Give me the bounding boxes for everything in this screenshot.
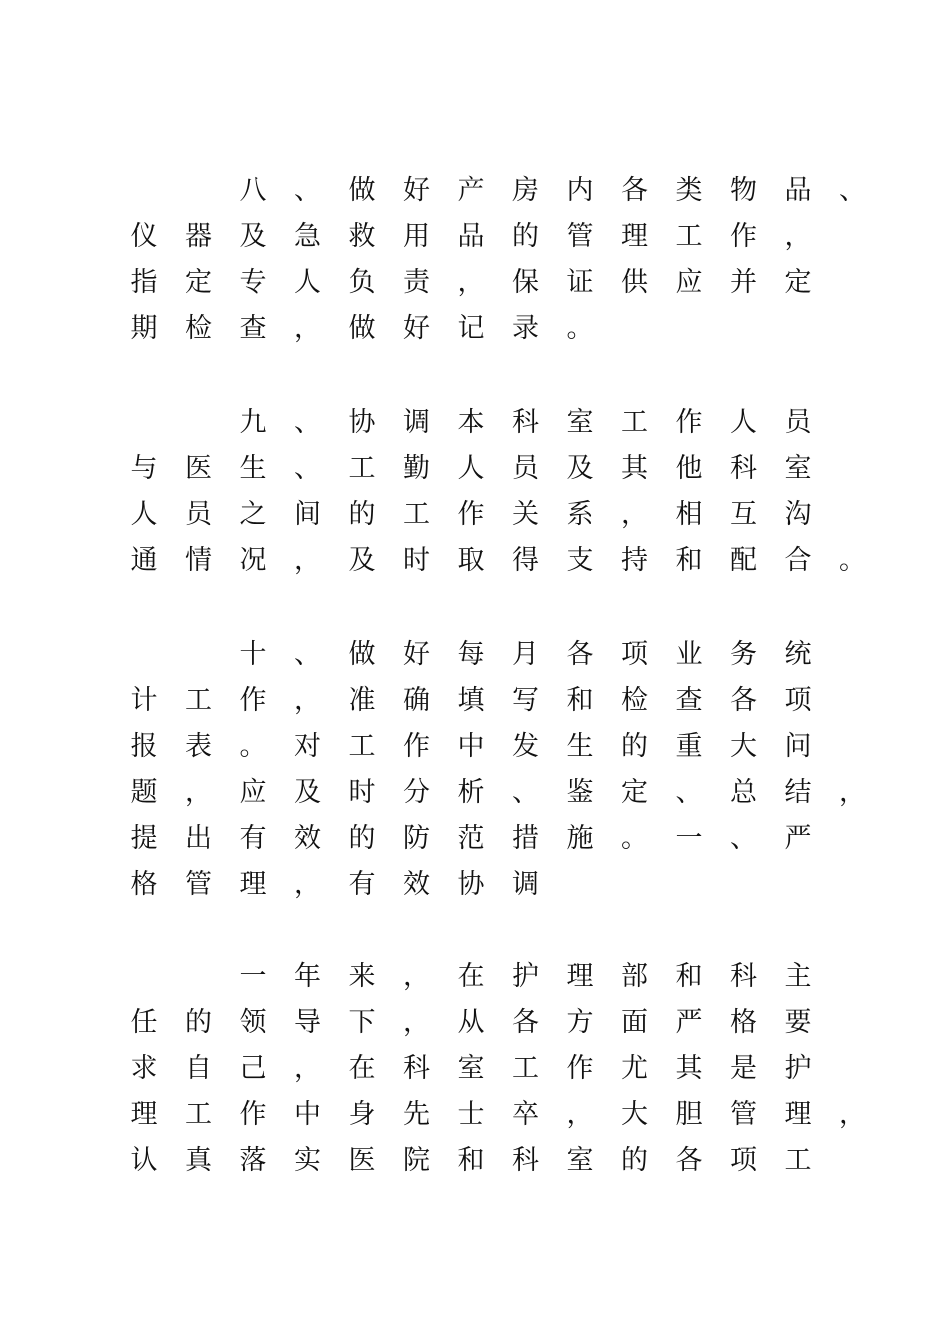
text-glyph: 中 xyxy=(457,731,485,762)
text-line xyxy=(0,632,950,678)
text-glyph: 、 xyxy=(294,175,321,206)
text-glyph: 调 xyxy=(512,869,539,900)
text-glyph: 八 xyxy=(239,175,267,206)
text-glyph: 医 xyxy=(185,453,212,484)
text-glyph: 在 xyxy=(457,961,485,992)
text-glyph: 时 xyxy=(348,777,376,808)
text-glyph: 科 xyxy=(512,1145,539,1176)
text-line xyxy=(0,724,950,770)
text-line xyxy=(0,168,950,214)
text-glyph: 科 xyxy=(730,961,757,992)
text-glyph: 效 xyxy=(294,823,321,854)
text-glyph: 下 xyxy=(348,1007,376,1038)
text-glyph: 、 xyxy=(839,175,866,206)
text-line xyxy=(0,214,950,260)
text-glyph: 院 xyxy=(403,1145,430,1176)
text-glyph: 品 xyxy=(784,175,812,206)
text-glyph: 负 xyxy=(348,267,376,298)
text-glyph: 产 xyxy=(457,175,485,206)
text-glyph: 及 xyxy=(239,221,267,252)
text-glyph: 格 xyxy=(730,1007,757,1038)
text-glyph: 十 xyxy=(239,639,267,670)
text-glyph: 员 xyxy=(185,499,212,530)
text-glyph: 和 xyxy=(566,685,594,716)
text-glyph: 管 xyxy=(730,1099,757,1130)
text-glyph: 结 xyxy=(784,777,812,808)
text-glyph: 时 xyxy=(403,545,430,576)
text-glyph: 、 xyxy=(294,407,321,438)
text-glyph: 检 xyxy=(621,685,648,716)
text-glyph: 查 xyxy=(675,685,703,716)
text-glyph: 计 xyxy=(130,685,158,716)
text-glyph: 从 xyxy=(457,1007,485,1038)
text-glyph: 士 xyxy=(457,1099,485,1130)
text-glyph: 业 xyxy=(675,639,703,670)
text-glyph: 己 xyxy=(239,1053,267,1084)
text-glyph: ， xyxy=(621,499,648,530)
text-glyph: ， xyxy=(457,267,485,298)
text-glyph: ， xyxy=(403,1007,430,1038)
text-glyph: 领 xyxy=(239,1007,267,1038)
text-glyph: 主 xyxy=(784,961,812,992)
text-glyph: 在 xyxy=(348,1053,376,1084)
text-glyph: 持 xyxy=(621,545,648,576)
text-glyph: 实 xyxy=(294,1145,321,1176)
text-glyph: 工 xyxy=(348,731,376,762)
text-line xyxy=(0,816,950,862)
text-glyph: 情 xyxy=(185,545,212,576)
text-glyph: 专 xyxy=(239,267,267,298)
text-glyph: 、 xyxy=(512,777,539,808)
text-glyph: 项 xyxy=(784,685,812,716)
text-glyph: 重 xyxy=(675,731,703,762)
text-glyph: 范 xyxy=(457,823,485,854)
text-glyph: 查 xyxy=(239,313,267,344)
text-glyph: 报 xyxy=(130,731,158,762)
text-glyph: 做 xyxy=(348,175,376,206)
text-glyph: 记 xyxy=(457,313,485,344)
text-glyph: 室 xyxy=(566,407,594,438)
text-line xyxy=(0,862,950,908)
text-glyph: 的 xyxy=(348,823,376,854)
text-glyph: 应 xyxy=(675,267,703,298)
text-glyph: 表 xyxy=(185,731,212,762)
text-glyph: 各 xyxy=(730,685,757,716)
text-glyph: 系 xyxy=(566,499,594,530)
text-glyph: 取 xyxy=(457,545,485,576)
text-line xyxy=(0,446,950,492)
text-glyph: 生 xyxy=(239,453,267,484)
text-glyph: 管 xyxy=(566,221,594,252)
text-glyph: 器 xyxy=(185,221,212,252)
text-glyph: 卒 xyxy=(512,1099,539,1130)
text-glyph: 品 xyxy=(457,221,485,252)
text-glyph: 室 xyxy=(566,1145,594,1176)
text-glyph: 况 xyxy=(239,545,267,576)
text-glyph: 和 xyxy=(457,1145,485,1176)
text-line xyxy=(0,1000,950,1046)
text-glyph: 及 xyxy=(566,453,594,484)
text-glyph: 理 xyxy=(130,1099,158,1130)
text-glyph: 及 xyxy=(294,777,321,808)
text-glyph: 其 xyxy=(621,453,648,484)
text-glyph: ， xyxy=(784,221,812,252)
text-glyph: 关 xyxy=(512,499,539,530)
text-glyph: 定 xyxy=(621,777,648,808)
text-glyph: 来 xyxy=(348,961,376,992)
text-glyph: ， xyxy=(294,545,321,576)
text-glyph: 护 xyxy=(784,1053,812,1084)
text-glyph: 类 xyxy=(675,175,703,206)
text-glyph: 中 xyxy=(294,1099,321,1130)
text-glyph: 析 xyxy=(457,777,485,808)
text-glyph: 认 xyxy=(130,1145,158,1176)
text-glyph: 作 xyxy=(403,731,430,762)
text-glyph: 是 xyxy=(730,1053,757,1084)
text-glyph: 救 xyxy=(348,221,376,252)
text-glyph: 发 xyxy=(512,731,539,762)
text-glyph: 。 xyxy=(566,313,594,344)
text-glyph: 室 xyxy=(784,453,812,484)
text-glyph: 、 xyxy=(730,823,757,854)
text-glyph: 大 xyxy=(621,1099,648,1130)
text-glyph: 工 xyxy=(348,453,376,484)
text-glyph: 各 xyxy=(621,175,648,206)
text-glyph: 其 xyxy=(675,1053,703,1084)
text-glyph: 科 xyxy=(730,453,757,484)
text-glyph: 提 xyxy=(130,823,158,854)
text-glyph: ， xyxy=(839,1099,866,1130)
text-glyph: 并 xyxy=(730,267,757,298)
text-glyph: 证 xyxy=(566,267,594,298)
text-glyph: ， xyxy=(839,777,866,808)
text-glyph: 物 xyxy=(730,175,757,206)
text-glyph: 理 xyxy=(239,869,267,900)
text-glyph: 调 xyxy=(403,407,430,438)
text-line xyxy=(0,770,950,816)
text-glyph: 通 xyxy=(130,545,158,576)
text-glyph: 做 xyxy=(348,313,376,344)
text-glyph: 内 xyxy=(566,175,594,206)
text-glyph: 作 xyxy=(675,407,703,438)
text-line xyxy=(0,538,950,584)
text-glyph: 一 xyxy=(239,961,267,992)
text-glyph: ， xyxy=(185,777,212,808)
text-glyph: 理 xyxy=(621,221,648,252)
text-glyph: 、 xyxy=(675,777,703,808)
text-glyph: 的 xyxy=(348,499,376,530)
text-glyph: 工 xyxy=(784,1145,812,1176)
text-glyph: 支 xyxy=(566,545,594,576)
text-glyph: 和 xyxy=(675,961,703,992)
text-glyph: 有 xyxy=(348,869,376,900)
text-glyph: 有 xyxy=(239,823,267,854)
text-glyph: 工 xyxy=(621,407,648,438)
text-glyph: ， xyxy=(294,869,321,900)
text-glyph: 员 xyxy=(784,407,812,438)
text-glyph: 题 xyxy=(130,777,158,808)
text-glyph: 互 xyxy=(730,499,757,530)
text-glyph: 严 xyxy=(784,823,812,854)
text-glyph: 好 xyxy=(403,175,430,206)
text-glyph: 各 xyxy=(675,1145,703,1176)
text-glyph: 间 xyxy=(294,499,321,530)
text-line xyxy=(0,678,950,724)
text-line xyxy=(0,1138,950,1184)
text-glyph: 好 xyxy=(403,313,430,344)
text-glyph: 鉴 xyxy=(566,777,594,808)
text-glyph: 的 xyxy=(621,731,648,762)
text-glyph: ， xyxy=(566,1099,594,1130)
text-glyph: 要 xyxy=(784,1007,812,1038)
text-glyph: 得 xyxy=(512,545,539,576)
text-glyph: ， xyxy=(294,1053,321,1084)
text-line xyxy=(0,1046,950,1092)
text-glyph: 和 xyxy=(675,545,703,576)
text-line xyxy=(0,492,950,538)
text-glyph: 年 xyxy=(294,961,321,992)
text-glyph: 严 xyxy=(675,1007,703,1038)
text-glyph: 出 xyxy=(185,823,212,854)
text-glyph: 部 xyxy=(621,961,648,992)
text-glyph: 应 xyxy=(239,777,267,808)
text-glyph: 责 xyxy=(403,267,430,298)
text-glyph: 作 xyxy=(730,221,757,252)
text-glyph: 工 xyxy=(185,685,212,716)
text-glyph: 写 xyxy=(512,685,539,716)
text-glyph: 的 xyxy=(621,1145,648,1176)
text-glyph: 效 xyxy=(403,869,430,900)
text-glyph: 作 xyxy=(239,685,267,716)
text-glyph: 定 xyxy=(784,267,812,298)
text-glyph: 人 xyxy=(130,499,158,530)
text-glyph: 每 xyxy=(457,639,485,670)
text-glyph: ， xyxy=(294,313,321,344)
text-glyph: 的 xyxy=(512,221,539,252)
text-glyph: 准 xyxy=(348,685,376,716)
text-glyph: 导 xyxy=(294,1007,321,1038)
text-glyph: 及 xyxy=(348,545,376,576)
text-glyph: 沟 xyxy=(784,499,812,530)
text-glyph: 工 xyxy=(403,499,430,530)
text-glyph: 真 xyxy=(185,1145,212,1176)
text-glyph: 确 xyxy=(403,685,430,716)
text-glyph: 工 xyxy=(675,221,703,252)
text-glyph: 协 xyxy=(348,407,376,438)
text-glyph: 作 xyxy=(239,1099,267,1130)
text-glyph: 统 xyxy=(784,639,812,670)
text-glyph: 项 xyxy=(730,1145,757,1176)
text-glyph: 好 xyxy=(403,639,430,670)
text-glyph: 尤 xyxy=(621,1053,648,1084)
text-glyph: 分 xyxy=(403,777,430,808)
text-glyph: 务 xyxy=(730,639,757,670)
text-glyph: 检 xyxy=(185,313,212,344)
text-glyph: 填 xyxy=(457,685,485,716)
text-glyph: 生 xyxy=(566,731,594,762)
text-glyph: 理 xyxy=(784,1099,812,1130)
text-glyph: 期 xyxy=(130,313,158,344)
text-glyph: 的 xyxy=(185,1007,212,1038)
text-glyph: 各 xyxy=(566,639,594,670)
text-glyph: 。 xyxy=(621,823,648,854)
text-glyph: 自 xyxy=(185,1053,212,1084)
text-glyph: 本 xyxy=(457,407,485,438)
text-glyph: 勤 xyxy=(403,453,430,484)
text-glyph: 作 xyxy=(566,1053,594,1084)
text-line xyxy=(0,306,950,352)
text-glyph: 科 xyxy=(512,407,539,438)
text-glyph: 胆 xyxy=(675,1099,703,1130)
text-glyph: 总 xyxy=(730,777,757,808)
text-glyph: 措 xyxy=(512,823,539,854)
text-glyph: 他 xyxy=(675,453,703,484)
text-glyph: 对 xyxy=(294,731,321,762)
text-glyph: 大 xyxy=(730,731,757,762)
text-glyph: 月 xyxy=(512,639,539,670)
text-glyph: 作 xyxy=(457,499,485,530)
text-glyph: 身 xyxy=(348,1099,376,1130)
text-glyph: 工 xyxy=(185,1099,212,1130)
text-glyph: 一 xyxy=(675,823,703,854)
text-glyph: 保 xyxy=(512,267,539,298)
text-glyph: ， xyxy=(403,961,430,992)
text-glyph: 、 xyxy=(294,453,321,484)
text-glyph: 做 xyxy=(348,639,376,670)
text-glyph: 问 xyxy=(784,731,812,762)
text-glyph: 员 xyxy=(512,453,539,484)
text-glyph: 人 xyxy=(294,267,321,298)
text-glyph: ， xyxy=(294,685,321,716)
text-glyph: 录 xyxy=(512,313,539,344)
text-line xyxy=(0,954,950,1000)
text-glyph: 供 xyxy=(621,267,648,298)
text-glyph: 仪 xyxy=(130,221,158,252)
text-glyph: 项 xyxy=(621,639,648,670)
text-glyph: 房 xyxy=(512,175,539,206)
text-glyph: 护 xyxy=(512,961,539,992)
text-glyph: 配 xyxy=(730,545,757,576)
text-glyph: 定 xyxy=(185,267,212,298)
text-glyph: 、 xyxy=(294,639,321,670)
text-glyph: 用 xyxy=(403,221,430,252)
text-glyph: 管 xyxy=(185,869,212,900)
text-glyph: 先 xyxy=(403,1099,430,1130)
text-glyph: 工 xyxy=(512,1053,539,1084)
text-glyph: 相 xyxy=(675,499,703,530)
text-glyph: 。 xyxy=(239,731,267,762)
text-glyph: 理 xyxy=(566,961,594,992)
text-glyph: 与 xyxy=(130,453,158,484)
text-glyph: 人 xyxy=(457,453,485,484)
text-glyph: 合 xyxy=(784,545,812,576)
text-glyph: 九 xyxy=(239,407,267,438)
text-glyph: 。 xyxy=(839,545,866,576)
text-glyph: 室 xyxy=(457,1053,485,1084)
text-glyph: 任 xyxy=(130,1007,158,1038)
text-glyph: 面 xyxy=(621,1007,648,1038)
text-glyph: 科 xyxy=(403,1053,430,1084)
text-glyph: 求 xyxy=(130,1053,158,1084)
text-glyph: 指 xyxy=(130,267,158,298)
text-glyph: 落 xyxy=(239,1145,267,1176)
text-glyph: 急 xyxy=(294,221,321,252)
text-glyph: 之 xyxy=(239,499,267,530)
text-glyph: 格 xyxy=(130,869,158,900)
text-line xyxy=(0,260,950,306)
text-line xyxy=(0,400,950,446)
text-glyph: 各 xyxy=(512,1007,539,1038)
text-glyph: 方 xyxy=(566,1007,594,1038)
text-glyph: 医 xyxy=(348,1145,376,1176)
text-glyph: 防 xyxy=(403,823,430,854)
text-glyph: 人 xyxy=(730,407,757,438)
text-glyph: 协 xyxy=(457,869,485,900)
text-glyph: 施 xyxy=(566,823,594,854)
text-line xyxy=(0,1092,950,1138)
